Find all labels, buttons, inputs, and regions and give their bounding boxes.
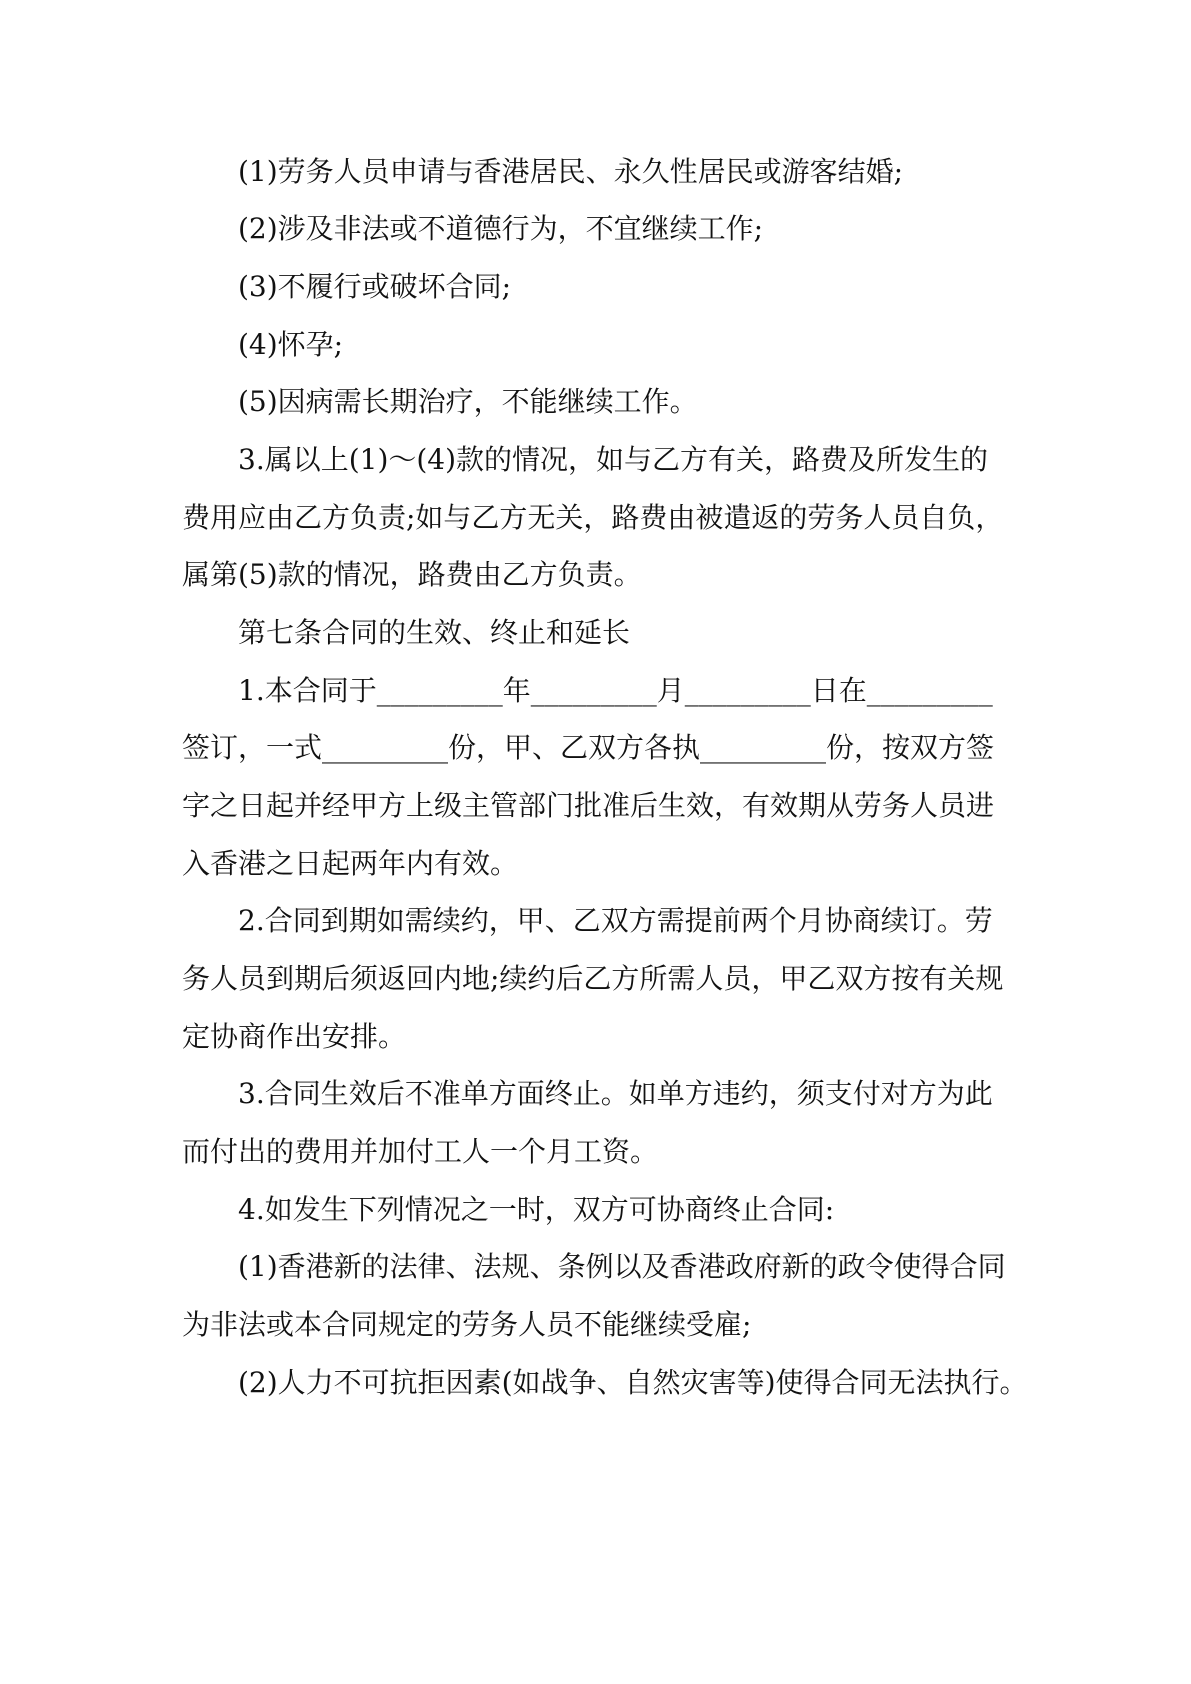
article-7-paragraph-2-line-1: 2.合同到期如需续约，甲、乙双方需提前两个月协商续订。劳	[238, 904, 993, 937]
article-7-paragraph-3-line-2: 而付出的费用并加付工人一个月工资。	[182, 1135, 659, 1168]
paragraph-3-line-1: 3.属以上(1)～(4)款的情况，如与乙方有关，路费及所发生的	[238, 443, 989, 476]
clause-item-2: (2)涉及非法或不道德行为，不宜继续工作;	[238, 212, 764, 245]
clause-item-1: (1)劳务人员申请与香港居民、永久性居民或游客结婚;	[238, 155, 904, 188]
article-7-paragraph-1-line-4: 入香港之日起两年内有效。	[182, 847, 519, 880]
article-7-item-1-line-2: 为非法或本合同规定的劳务人员不能继续受雇;	[182, 1308, 752, 1341]
article-7-paragraph-4: 4.如发生下列情况之一时，双方可协商终止合同:	[238, 1193, 835, 1226]
article-7-paragraph-1-line-2: 签订，一式_________份，甲、乙双方各执_________份，按双方签	[182, 731, 995, 764]
article-7-item-2: (2)人力不可抗拒因素(如战争、自然灾害等)使得合同无法执行。	[238, 1366, 1028, 1399]
article-7-paragraph-3-line-1: 3.合同生效后不准单方面终止。如单方违约，须支付对方为此	[238, 1077, 993, 1110]
article-7-paragraph-2-line-3: 定协商作出安排。	[182, 1020, 407, 1053]
clause-item-5: (5)因病需长期治疗，不能继续工作。	[238, 385, 698, 418]
paragraph-3-line-3: 属第(5)款的情况，路费由乙方负责。	[182, 558, 642, 591]
article-7-item-1-line-1: (1)香港新的法律、法规、条例以及香港政府新的政令使得合同	[238, 1250, 1006, 1283]
article-7-paragraph-1-line-1: 1.本合同于_________年_________月_________日在_________	[238, 674, 993, 707]
clause-item-3: (3)不履行或破坏合同;	[238, 270, 512, 303]
article-7-heading: 第七条合同的生效、终止和延长	[238, 616, 631, 649]
paragraph-3-line-2: 费用应由乙方负责;如与乙方无关，路费由被遣返的劳务人员自负，	[182, 501, 1004, 534]
article-7-paragraph-1-line-3: 字之日起并经甲方上级主管部门批准后生效，有效期从劳务人员进	[182, 789, 995, 822]
article-7-paragraph-2-line-2: 务人员到期后须返回内地;续约后乙方所需人员，甲乙双方按有关规	[182, 962, 1004, 995]
clause-item-4: (4)怀孕;	[238, 328, 344, 361]
